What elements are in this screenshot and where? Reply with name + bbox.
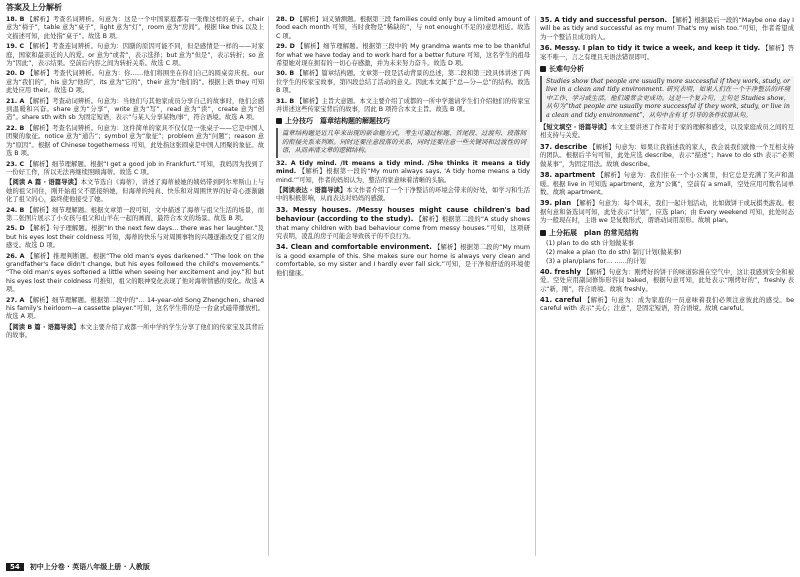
page-header: 答案及上分解析 — [6, 3, 62, 12]
section-heading — [540, 64, 794, 74]
answer-item — [6, 70, 264, 95]
answer-item — [276, 98, 530, 115]
answer-item — [6, 16, 264, 41]
column-divider — [268, 16, 269, 556]
guide-tag: 【阅读 A 篇 · 语篇导读】 — [6, 179, 81, 187]
guide-tag: 【阅读 B 篇 · 语篇导读】 — [6, 323, 80, 331]
heading-marker-icon — [276, 118, 282, 124]
answer-text: 【解析】考查名词辨析。句意为：这件简单的家具不仅仅是一张桌子——它是中国人团聚的象征。notice 意为“通告”；symbol 意为“象征”；problem 意为“问题”；reason 意为“原因”。根据 of Chinese togetherness 可知，此处指这张圆桌是中国人团聚的象征。故选 B 项。 — [6, 124, 264, 158]
answer-text: 【解析】句意为：我们住在一个小公寓里，但它总是充满了笑声和温暖。根据 live in 可知选 apartment，意为“公寓”，空前有 a small，空处应用可数名词单数。故填 apartment。 — [540, 172, 794, 196]
answer-text: 【解析】考查连词辨析。句意为：因膳的原因可能不同，但是感情是一样的——对家庭，国家和最亲近的人的爱。or 意为“或者”，表示选择；but 意为“但是”，表示转折；so 意为“因此”，表示结果。空前后内容之间为转折关系。故选 C 项。 — [6, 43, 264, 68]
list-item: (1) plan to do sth 计划做某事 — [546, 239, 634, 247]
guide-text: 本文节选自《海蒂》，讲述了海蒂被她的姨妈带到阿尔卑斯山上与她的祖父同住，刚开始祖父不愿接纳她，但海蒂的纯真、快乐和对周围世界的好奇心逐渐融化了祖父的心，最终使他接受了她。 — [6, 179, 264, 204]
answer-text: 【解析】句子理解题。根据“In the next few days… there was her laughter.”及 but his eyes lost their coldness 可知，海蒂的快乐与对周围事物的兴趣逐渐改变了祖父的感受。故选 D 项。 — [6, 225, 264, 250]
column-divider — [535, 16, 536, 556]
guide-text: 本文作者介绍了一个干净整洁的环境会带来的好处，如学习和生活中的积极影响，从而表达对妈妈的感激。 — [276, 186, 530, 203]
question-number: 27. A — [6, 296, 25, 304]
answer-text: 【解析】句意为：如果让我描述我的家人，我会说我们就像一个互相支持的团队。根据后半句可知，此处应选 describe，表示“描述”；have to do sth 表示“必须做某事”，为固定用法。故填 describe。 — [540, 143, 794, 168]
answer-text: 【解析】句意为：每个周末，我们一起计划活动，比如做饼干或玩棋类游戏。根据句意和备选词可知，此处表示“计划”，应选 plan；由 Every weekend 可知，此处时态为一般现在时，主语 we 是复数形式，谓语动词用原形。故填 plan。 — [540, 200, 794, 225]
column-left — [6, 16, 264, 556]
column-middle — [276, 16, 530, 556]
page-footer — [6, 562, 150, 572]
question-number: 26. A — [6, 252, 25, 260]
answer-text: 【解析】句意为：刚烤好的饼干的味道弥漫在空气中，这让我感到安全和被爱。空处应用副词修饰形容词 baked，根据句意可知，此处表示“刚烤好的”，freshly 表示“新，刚”，符合语境。故填 freshly。 — [540, 268, 794, 293]
answer-item — [276, 70, 530, 95]
tip-box: 篇章结构题是近几年来出现的新命题方式，考生可通过标题、首尾段、过渡句、段落间的衔接关系来判断。同时还要注意段落的关系，同时还要注意一些关键词和过渡性的词语，从而弄清文章的逻辑结构。 — [276, 128, 530, 157]
question-number: 35. A tidy and successful person. — [540, 16, 668, 24]
question-number: 34. Clean and comfortable environment. — [276, 243, 432, 252]
reading-guide — [6, 324, 264, 341]
answer-item — [540, 296, 794, 314]
answer-text: 【解析】根据第二段的“A study shows that many children with bad behaviour come from messy houses.”可知，这项研究表明，凌乱的房子可能会导致孩子的不良行为。 — [276, 216, 530, 240]
answer-text: 【解析】答案不唯一，言之有理且无语法错误即可。 — [540, 45, 794, 61]
question-number: 22. B — [6, 124, 25, 132]
question-number: 39. plan — [540, 199, 572, 208]
guide-text: 本文主要讲述了作者对于家的理解和感受，以及家庭成员之间的互相支持与关爱。 — [540, 124, 794, 140]
question-number: 20. D — [6, 70, 25, 78]
answer-text: 【解析】推理判断题。根据“The old man's eyes darkened.” “The look on the grandfather's face didn't change, but his eyes followed the child's movements.” “The old man's eyes softened a little when seeing her excitement and joy.”和 but his eyes lost their coldness 可推知，祖父的眼神变化表现了他对海蒂情感的变化。故选 A 项。 — [6, 252, 264, 294]
question-number: 33. Messy houses. /Messy houses might cause children's bad behaviour (according to the study). — [276, 205, 530, 224]
question-number: 28. D — [276, 16, 295, 23]
heading-text: 上分拓展 plan 的常见结构 — [549, 228, 639, 237]
guide-text: 本文主要介绍了成都一所中学的学生分享了他们的传家宝及其背后的故事。 — [6, 323, 264, 340]
question-number: 41. careful — [540, 295, 582, 304]
answer-item — [540, 44, 794, 62]
answer-text: 【解析】考查动词辨析。句意为：当他们与其他家成员分享自己的故事时，他们会感到温暖和兴奋。share 意为“分享”，write 意为“写”，read 意为“读”，create 意为“创造”。share sth with sb 为固定短语，表示“与某人分享某物/事”，符合语境。故选 A 项。 — [6, 97, 264, 122]
answer-item — [6, 297, 264, 322]
answer-item — [276, 206, 530, 242]
question-number: 38. apartment — [540, 171, 596, 180]
reading-guide — [540, 124, 794, 141]
answer-item — [6, 225, 264, 250]
column-right — [540, 16, 794, 556]
question-number: 37. describe — [540, 142, 588, 151]
answer-item — [540, 268, 794, 294]
heading-text: 上分技巧 篇章结构题的解题技巧 — [285, 117, 390, 126]
list-item: (2) make a plan (to do sth) 制订计划(做某事) — [546, 248, 682, 256]
answer-item — [6, 43, 264, 68]
answer-text: 【解析】句意为：成为家庭的一员意味着我们必须注意彼此的感受。be careful with 表示“关心；注意”，是固定短语，符合语境。故填 careful。 — [540, 296, 794, 313]
list-item: (3) a plan/plans for… ……的计划 — [546, 258, 646, 266]
answer-text: 【解析】根据第一段的“My mum always says, ‘A tidy home means a tidy mind.’”可知，作者的妈妈认为，整洁的家意味着清晰的头脑。 — [276, 168, 530, 184]
answer-text: 【解析】细节理解题。根据第三段中的 My grandma wants me to be thankful for what we have today and to work hard for a better future 可知，这名学生的祖母希望她对现在拥有的一切心存感激，并为未来努力奋斗。故选 D 项。 — [276, 43, 530, 68]
answer-item — [276, 16, 530, 41]
answer-item — [540, 143, 794, 169]
reading-guide — [6, 179, 264, 204]
answer-text: 【解析】根据第二段的“My mum is a good example of this. She makes sure our home is always very clean and comfortable, so my sister and I hardly ever fall sick.”可知，是干净和舒适的环境使他们健康。 — [276, 244, 530, 277]
answer-item — [540, 171, 794, 197]
tip-box: Studies show that people are usually more successful if they work, study, or live in a clean and tidy environment. 研究表明，如果人们在一个干净整洁的环境中工作、学习或生活，他们通常会更成功。这是一个复合句，主句是 Studies show，从句为“that people are usually more successful if they work, study, or live in a clean and tidy environment”，从句中含有 if 引导的条件状语从句。 — [540, 76, 794, 122]
guide-tag: 【阅读表达 · 语篇导读】 — [276, 186, 347, 194]
question-number: 36. Messy. I plan to tidy it twice a week, and keep it tidy. — [540, 44, 761, 53]
question-number: 30. B — [276, 70, 295, 78]
heading-marker-icon — [540, 66, 546, 72]
answer-text: 【解析】篇章结构题。文章第一段是活动背景的总述，第二段和第三段具体讲述了两位学生的传家宝故事，第四段总结了活动的意义。因此本文属于“总—分—总”的结构。故选 B 项。 — [276, 70, 530, 95]
answer-text: 【解析】词义猜测题。根据第三段 families could only buy a limited amount of food each month 可知，当时食物是“稀缺的”，与 not enough(不足的)意思相近。故选 C 项。 — [276, 16, 530, 40]
answer-text: 【解析】考查名词辨析。句意为：这是一个中国家庭都有一张像这样的桌子。chair 意为“椅子”，table 意为“桌子”，light 意为“灯”，room 意为“房间”。根据 like this 以及上文描述可知，此处指“桌子”。故选 B 项。 — [6, 16, 264, 40]
page-number: 54 — [6, 563, 24, 571]
answer-text: 【解析】细节理解题。根据“I get a good job in Frankfurt.”可知，我妈因为找到了一份好工作，所以无法再继续照顾海蒂。故选 C 项。 — [6, 160, 264, 176]
answer-item — [6, 125, 264, 159]
answer-item — [6, 161, 264, 178]
question-number: 23. C — [6, 160, 25, 168]
heading-marker-icon — [540, 230, 546, 236]
question-number: 19. C — [6, 43, 25, 51]
answer-text: 【解析】细节理解题。根据第二段中的“… 14-year-old Song Zhengchen, shared his family's heirloom—a cassette player.”可知，这名学生带的是一台盒式磁带播放机。故选 A 项。 — [6, 296, 264, 321]
question-number: 25. D — [6, 225, 25, 233]
section-heading — [276, 116, 530, 126]
question-number: 21. A — [6, 97, 25, 105]
answer-item — [540, 16, 794, 42]
answer-item — [276, 43, 530, 68]
answer-item — [6, 98, 264, 123]
question-number: 40. freshly — [540, 267, 582, 276]
heading-text: 长难句分析 — [549, 65, 584, 74]
answer-text: 【解析】主旨大意题。本文主要介绍了成都的一所中学邀请学生们介绍他们的传家宝并讲述这些传家宝背后的故事，因此 B 项符合本文主旨。故选 B 项。 — [276, 97, 530, 114]
answer-item — [6, 253, 264, 295]
question-number: 24. B — [6, 206, 25, 214]
answer-text: 【解析】细节理解题。根据文章第一段可知，文中描述了海蒂与祖父生活的场景，而第二张图片展示了小女孩与祖父和山羊在一起的画面，最符合本文的场景。故选 B 项。 — [6, 206, 264, 222]
answer-text: 【解析】考查代词辨析。句意为：你……他们将围坐在你们自己的圆桌旁庆祝。our 意为“我们的”，his 意为“他的”，its 意为“它的”，their 意为“他们的”。根据上语 they 可知此处应用 their。故选 D 项。 — [6, 70, 264, 95]
answer-item — [276, 160, 530, 185]
book-title: 初中上分卷 · 英语八年级上册 · 人教版 — [29, 563, 150, 571]
answer-item — [6, 207, 264, 224]
question-number: 32. A tidy mind. /It means a tidy mind. /She thinks it means a tidy mind. — [276, 159, 530, 176]
guide-tag: 【短文填空 · 语篇导读】 — [540, 124, 611, 132]
section-heading — [540, 228, 794, 238]
answer-item — [540, 199, 794, 225]
answer-text: 【解析】根据最后一段的“Maybe one day I will be as tidy and successful as my mum! That's my wish too.”可知，作者希望成为一个整洁且成功的人。 — [540, 17, 794, 41]
question-number: 31. B — [276, 97, 295, 105]
answer-item — [276, 243, 530, 278]
question-number: 18. B — [6, 16, 25, 23]
question-number: 29. D — [276, 43, 295, 51]
reading-guide — [276, 187, 530, 204]
